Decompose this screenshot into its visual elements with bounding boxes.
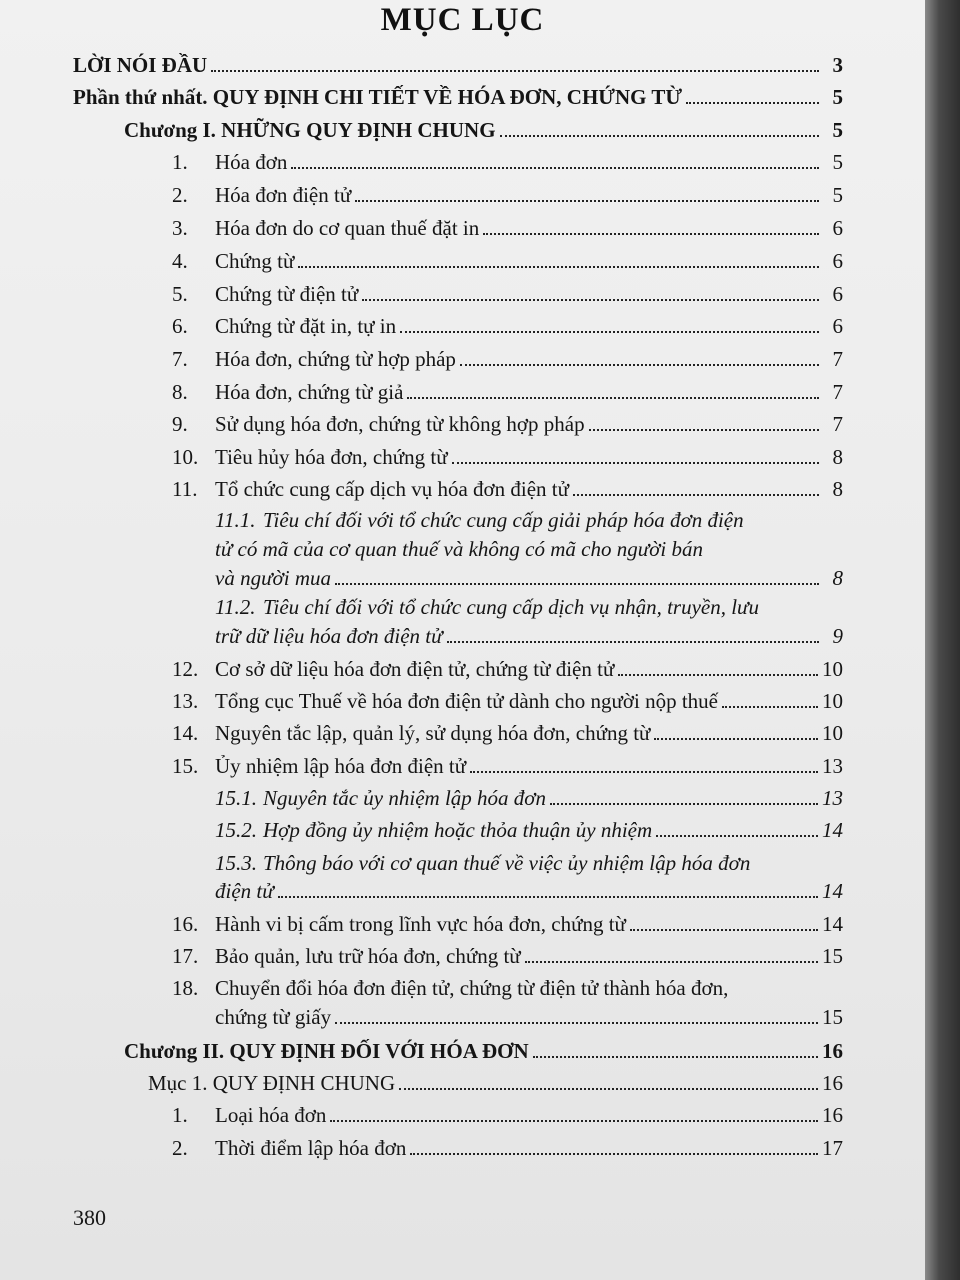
- dot-leader: [589, 428, 819, 431]
- dot-leader: [686, 101, 819, 104]
- toc-entry-number: 14.: [172, 721, 199, 745]
- dot-leader: [460, 363, 819, 366]
- toc-entry: [172, 716, 843, 746]
- dot-leader: [400, 330, 819, 333]
- dot-leader: [618, 673, 818, 676]
- dot-leader: [335, 1021, 818, 1024]
- toc-entry: [172, 145, 843, 175]
- toc-entry-text: Hành vi bị cấm trong lĩnh vực hóa đơn, chứng từ: [215, 912, 626, 936]
- toc-entry-text: Hóa đơn do cơ quan thuế đặt in: [215, 216, 480, 240]
- toc-entry-number: 15.2.: [215, 818, 257, 842]
- book-edge-shadow: [925, 0, 960, 1280]
- toc-entry-text-line: tử có mã của cơ quan thuế và không có mã cho người bán: [215, 537, 703, 561]
- toc-entry-part-1: [73, 80, 843, 110]
- toc-entry-number: 15.1.: [215, 786, 257, 810]
- toc-entry-text-line: Thông báo với cơ quan thuế về việc ủy nhiệm lập hóa đơn: [263, 851, 751, 875]
- toc-entry-page: 10: [822, 721, 843, 745]
- toc-entry-page: 10: [822, 689, 843, 713]
- toc-entry-text: Nguyên tắc ủy nhiệm lập hóa đơn: [263, 786, 546, 810]
- toc-entry: [172, 472, 843, 502]
- toc-entry: [172, 939, 843, 969]
- toc-entry-text: Chương II. QUY ĐỊNH ĐỐI VỚI HÓA ĐƠN: [124, 1039, 529, 1063]
- toc-entry-number: 18.: [172, 976, 199, 1000]
- toc-entry-page: 16: [822, 1039, 843, 1063]
- toc-entry: [172, 907, 843, 937]
- toc-entry-number: 12.: [172, 657, 199, 681]
- toc-entry-text: Hóa đơn, chứng từ hợp pháp: [215, 347, 456, 371]
- toc-entry-text: Hợp đồng ủy nhiệm hoặc thỏa thuận ủy nhiệm: [263, 818, 653, 842]
- toc-entry: [172, 407, 843, 437]
- toc-entry-number: 15.3.: [215, 851, 257, 875]
- toc-entry-page: 5: [832, 118, 843, 142]
- toc-entry-page: 5: [832, 183, 843, 207]
- toc-entry-text: Chứng từ đặt in, tự in: [215, 314, 397, 338]
- toc-entry-number: 8.: [172, 380, 188, 404]
- dot-leader: [355, 199, 819, 202]
- toc-entry-text: Chương I. NHỮNG QUY ĐỊNH CHUNG: [124, 118, 496, 142]
- toc-entry: [172, 309, 843, 339]
- toc-entry-number: 13.: [172, 689, 199, 713]
- dot-leader: [525, 960, 818, 963]
- toc-entry-page: 9: [832, 624, 843, 648]
- dot-leader: [407, 396, 819, 399]
- toc-entry-text: trữ dữ liệu hóa đơn điện tử: [215, 624, 443, 648]
- toc-entry-number: 5.: [172, 282, 188, 306]
- toc-entry-text-line: Chuyển đổi hóa đơn điện tử, chứng từ điện tử thành hóa đơn,: [215, 976, 729, 1000]
- toc-entry-number: 3.: [172, 216, 188, 240]
- toc-entry-number: 6.: [172, 314, 188, 338]
- toc-entry-number: 9.: [172, 412, 188, 436]
- dot-leader: [399, 1087, 818, 1090]
- toc-entry-text: Sử dụng hóa đơn, chứng từ không hợp pháp: [215, 412, 585, 436]
- toc-entry-text: Phần thứ nhất. QUY ĐỊNH CHI TIẾT VỀ HÓA ĐƠN, CHỨNG TỪ: [73, 85, 683, 109]
- dot-leader: [291, 166, 819, 169]
- toc-entry-text: Hóa đơn, chứng từ giả: [215, 380, 404, 404]
- toc-entry-number: 2.: [172, 183, 188, 207]
- toc-entry: [215, 1000, 843, 1030]
- toc-entry-page: 15: [822, 944, 843, 968]
- toc-entry-text: LỜI NÓI ĐẦU: [73, 53, 208, 77]
- toc-entry-page: 5: [832, 85, 843, 109]
- toc-entry-subsection: [215, 781, 843, 811]
- toc-entry-subsection: [215, 813, 843, 843]
- toc-entry-number: 2.: [172, 1136, 188, 1160]
- toc-entry-text: Chứng từ: [215, 249, 295, 273]
- toc-entry-number: 11.2.: [215, 595, 256, 619]
- dot-leader: [550, 802, 818, 805]
- toc-entry-text: Nguyên tắc lập, quản lý, sử dụng hóa đơn, chứng từ: [215, 721, 651, 745]
- toc-entry-number: 1.: [172, 1103, 188, 1127]
- toc-entry: [172, 211, 843, 241]
- toc-entry-number: 16.: [172, 912, 199, 936]
- toc-entry-number: 7.: [172, 347, 188, 371]
- page-title: MỤC LỤC: [380, 2, 545, 38]
- toc-entry: [172, 684, 843, 714]
- toc-entry-page: 6: [832, 249, 843, 273]
- toc-entry-page: 14: [822, 879, 843, 903]
- dot-leader: [335, 582, 819, 585]
- dot-leader: [330, 1119, 818, 1122]
- toc-entry-text: Cơ sở dữ liệu hóa đơn điện tử, chứng từ điện tử: [215, 657, 615, 681]
- dot-leader: [362, 298, 819, 301]
- toc-entry-page: 3: [832, 53, 843, 77]
- toc-entry-section-1: [148, 1066, 843, 1096]
- toc-entry: [172, 178, 843, 208]
- toc-entry-text: Mục 1. QUY ĐỊNH CHUNG: [148, 1071, 396, 1095]
- toc-entry-subsection: [215, 619, 843, 649]
- toc-entry-number: 11.: [172, 477, 198, 501]
- dot-leader: [410, 1152, 818, 1155]
- toc-entry: [172, 440, 843, 470]
- toc-entry-text: Chứng từ điện tử: [215, 282, 359, 306]
- toc-entry-page: 6: [832, 314, 843, 338]
- toc-entry: [172, 1098, 843, 1128]
- toc-entry-page: 6: [832, 282, 843, 306]
- dot-leader: [722, 705, 818, 708]
- toc-entry-page: 7: [832, 412, 843, 436]
- toc-entry-text: Thời điểm lập hóa đơn: [215, 1136, 407, 1160]
- toc-entry: [172, 375, 843, 405]
- toc-entry: [172, 277, 843, 307]
- toc-entry-text: Tổng cục Thuế về hóa đơn điện tử dành cho người nộp thuế: [215, 689, 718, 713]
- toc-entry: [172, 652, 843, 682]
- toc-entry-text: Tiêu hủy hóa đơn, chứng từ: [215, 445, 448, 469]
- toc-entry-page: 14: [822, 912, 843, 936]
- toc-entry-text: và người mua: [215, 566, 331, 590]
- dot-leader: [654, 737, 818, 740]
- toc-entry-number: 10.: [172, 445, 199, 469]
- dot-leader: [656, 834, 818, 837]
- toc-entry: [172, 1131, 843, 1161]
- toc-entry-chapter-2: [124, 1034, 843, 1064]
- toc-entry-text-line: Tiêu chí đối với tổ chức cung cấp giải pháp hóa đơn điện: [263, 508, 744, 532]
- dot-leader: [298, 265, 819, 268]
- toc-entry-text: Ủy nhiệm lập hóa đơn điện tử: [215, 754, 467, 778]
- toc-entry-text: chứng từ giấy: [215, 1005, 332, 1029]
- toc-entry-page: 17: [822, 1136, 843, 1160]
- toc-entry: [172, 342, 843, 372]
- toc-entry-text-line: Tiêu chí đối với tổ chức cung cấp dịch vụ nhận, truyền, lưu: [263, 595, 760, 619]
- toc-entry-number: 1.: [172, 150, 188, 174]
- toc-entry-number: 4.: [172, 249, 188, 273]
- dot-leader: [533, 1055, 818, 1058]
- dot-leader: [483, 232, 819, 235]
- dot-leader: [500, 134, 819, 137]
- toc-entry-text: Loại hóa đơn: [215, 1103, 327, 1127]
- toc-entry: [172, 244, 843, 274]
- toc-entry-text: Tổ chức cung cấp dịch vụ hóa đơn điện tử: [215, 477, 570, 501]
- toc-entry-page: 14: [822, 818, 843, 842]
- toc-entry-text: Bảo quản, lưu trữ hóa đơn, chứng từ: [215, 944, 521, 968]
- toc-entry-page: 16: [822, 1103, 843, 1127]
- dot-leader: [211, 69, 819, 72]
- dot-leader: [573, 493, 819, 496]
- toc-entry-page: 8: [832, 445, 843, 469]
- toc-entry-page: 7: [832, 347, 843, 371]
- toc-entry-page: 13: [822, 754, 843, 778]
- dot-leader: [630, 928, 818, 931]
- dot-leader: [452, 461, 819, 464]
- toc-entry-page: 8: [832, 566, 843, 590]
- toc-entry-page: 7: [832, 380, 843, 404]
- toc-entry-chapter-1: [124, 113, 843, 143]
- toc-entry-page: 13: [822, 786, 843, 810]
- toc-entry-page: 5: [832, 150, 843, 174]
- toc-entry: [172, 749, 843, 779]
- toc-entry-subsection: [215, 874, 843, 904]
- toc-entry-page: 6: [832, 216, 843, 240]
- dot-leader: [278, 895, 818, 898]
- dot-leader: [447, 640, 819, 643]
- toc-entry-text: Hóa đơn điện tử: [215, 183, 352, 207]
- toc-entry-text: Hóa đơn: [215, 150, 288, 174]
- toc-entry-number: 11.1.: [215, 508, 256, 532]
- toc-entry-page: 15: [822, 1005, 843, 1029]
- toc-entry-page: 8: [832, 477, 843, 501]
- toc-entry-number: 15.: [172, 754, 199, 778]
- toc-entry-subsection: [215, 561, 843, 591]
- toc-entry-preface: [73, 48, 843, 78]
- toc-entry-page: 16: [822, 1071, 843, 1095]
- toc-entry-text: điện tử: [215, 879, 274, 903]
- dot-leader: [470, 770, 818, 773]
- toc-entry-number: 17.: [172, 944, 199, 968]
- page-number: 380: [73, 1205, 106, 1230]
- toc-entry-page: 10: [822, 657, 843, 681]
